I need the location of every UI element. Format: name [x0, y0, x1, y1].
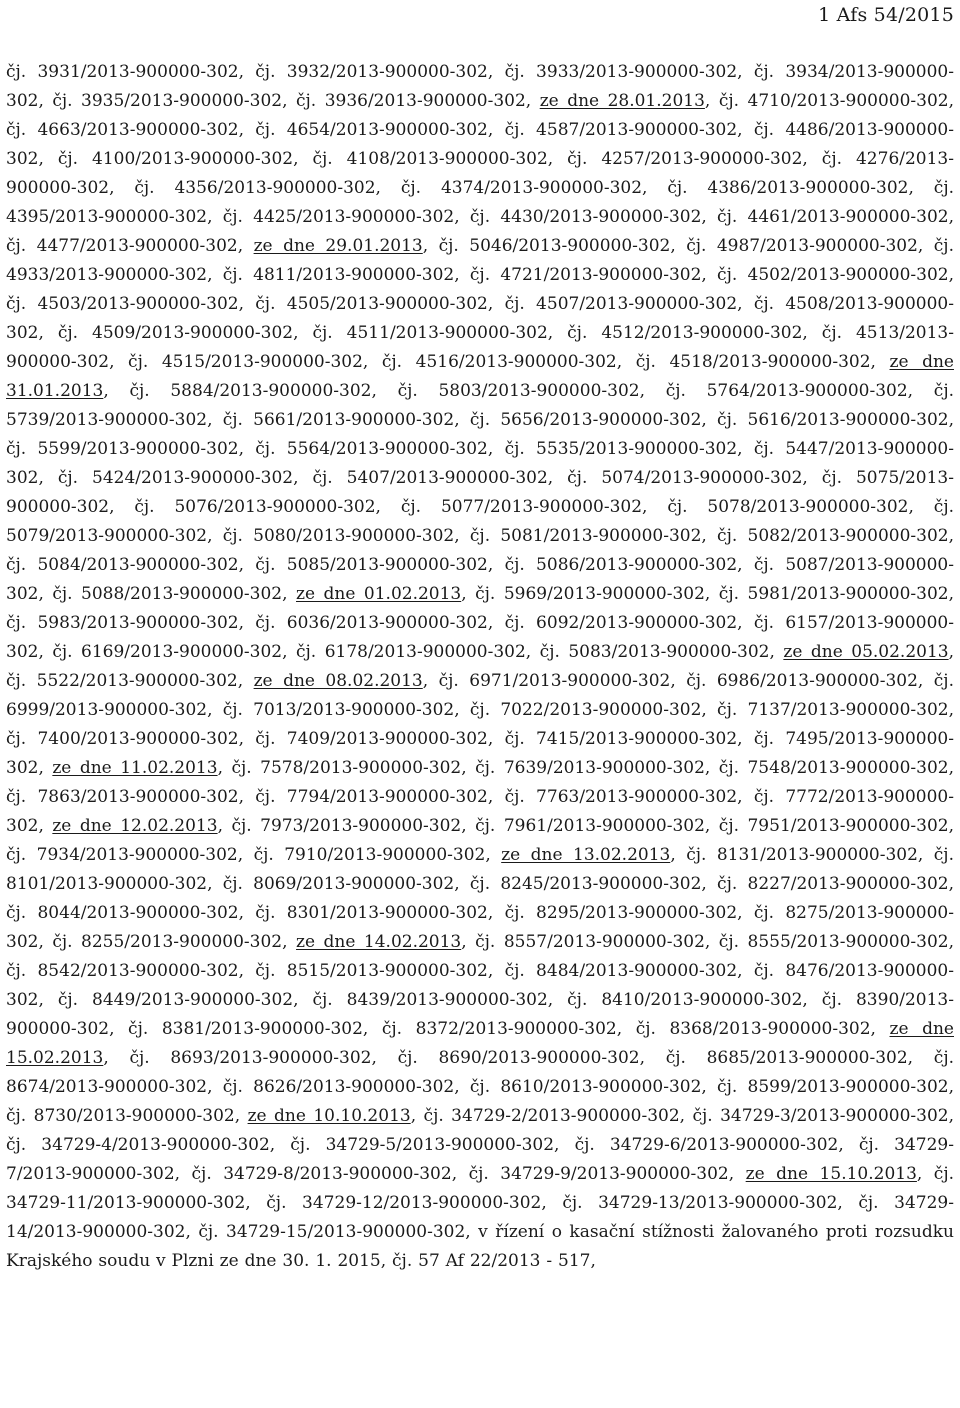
date-reference: ze dne 10.10.2013: [247, 1106, 411, 1126]
date-reference: ze dne 08.02.2013: [253, 671, 423, 691]
date-reference: ze dne 29.01.2013: [253, 236, 423, 256]
date-reference: ze dne 12.02.2013: [52, 816, 218, 836]
date-reference: ze dne 15.10.2013: [745, 1164, 917, 1184]
paragraph-segment: , čj. 5884/2013-900000-302, čj. 5803/2013-900000-302, čj. 5764/2013-900000-302, čj. 5739/2013-900000-302, čj. 5661/2013-900000-302, čj. 5656/2013-900000-302, čj. 5616/2013-900000-302, čj. 5599/2013-900000-302, čj. 5564/2013-900000-302, čj. 5535/2013-900000-302, čj. 5447/2013-900000-302, čj. 5424/2013-900000-302, čj. 5407/2013-900000-302, čj. 5074/2013-900000-302, čj. 5075/2013-900000-302, čj. 5076/2013-900000-302, čj. 5077/2013-900000-302, čj. 5078/2013-900000-302, čj. 5079/2013-900000-302, čj. 5080/2013-900000-302, čj. 5081/2013-900000-302, čj. 5082/2013-900000-302, čj. 5084/2013-900000-302, čj. 5085/2013-900000-302, čj. 5086/2013-900000-302, čj. 5087/2013-900000-302, čj. 5088/2013-900000-302,: [6, 381, 954, 604]
paragraph-segment: čj. 3931/2013-900000-302, čj. 3932/2013-900000-302, čj. 3933/2013-900000-302, čj. 3934/2013-900000-302, čj. 3935/2013-900000-302, čj. 3936/2013-900000-302,: [6, 62, 954, 111]
paragraph-segment: , čj. 8693/2013-900000-302, čj. 8690/2013-900000-302, čj. 8685/2013-900000-302, čj. 8674/2013-900000-302, čj. 8626/2013-900000-302, čj. 8610/2013-900000-302, čj. 8599/2013-900000-302, čj. 8730/2013-900000-302,: [6, 1048, 954, 1126]
page-header-case-number: 1 Afs 54/2015: [818, 4, 954, 26]
date-reference: ze dne 11.02.2013: [52, 758, 218, 778]
date-reference: ze dne 05.02.2013: [783, 642, 949, 662]
paragraph-segment: , čj. 5969/2013-900000-302, čj. 5981/2013-900000-302, čj. 5983/2013-900000-302, čj. 6036/2013-900000-302, čj. 6092/2013-900000-302, čj. 6157/2013-900000-302, čj. 6169/2013-900000-302, čj. 6178/2013-900000-302, čj. 5083/2013-900000-302,: [6, 584, 954, 662]
paragraph-segment: , čj. 6971/2013-900000-302, čj. 6986/2013-900000-302, čj. 6999/2013-900000-302, čj. 7013/2013-900000-302, čj. 7022/2013-900000-302, čj. 7137/2013-900000-302, čj. 7400/2013-900000-302, čj. 7409/2013-900000-302, čj. 7415/2013-900000-302, čj. 7495/2013-900000-302,: [6, 671, 954, 778]
paragraph-segment: , čj. 7973/2013-900000-302, čj. 7961/2013-900000-302, čj. 7951/2013-900000-302, čj. 7934/2013-900000-302, čj. 7910/2013-900000-302,: [6, 816, 954, 865]
date-reference: ze dne 28.01.2013: [539, 91, 705, 111]
paragraph-segment: , čj. 34729-11/2013-900000-302, čj. 34729-12/2013-900000-302, čj. 34729-13/2013-900000-302, čj. 34729-14/2013-900000-302, čj. 34729-15/2013-900000-302, v řízení o kasační stížnosti žalovaného proti rozsudku Krajského soudu v Plzni ze dne 30. 1. 2015, čj. 57 Af 22/2013 - 517,: [6, 1164, 955, 1271]
date-reference: ze dne 13.02.2013: [501, 845, 671, 865]
date-reference: ze dne 31.01.2013: [6, 352, 954, 401]
date-reference: ze dne 01.02.2013: [296, 584, 462, 604]
paragraph-segment: , čj. 34729-2/2013-900000-302, čj. 34729-3/2013-900000-302, čj. 34729-4/2013-900000-302, čj. 34729-5/2013-900000-302, čj. 34729-6/2013-900000-302, čj. 34729-7/2013-900000-302, čj. 34729-8/2013-900000-302, čj. 34729-9/2013-900000-302,: [6, 1106, 954, 1184]
date-reference: ze dne 15.02.2013: [6, 1019, 954, 1068]
paragraph-segment: , čj. 7578/2013-900000-302, čj. 7639/2013-900000-302, čj. 7548/2013-900000-302, čj. 7863/2013-900000-302, čj. 7794/2013-900000-302, čj. 7763/2013-900000-302, čj. 7772/2013-900000-302,: [6, 758, 954, 836]
paragraph-segment: , čj. 8131/2013-900000-302, čj. 8101/2013-900000-302, čj. 8069/2013-900000-302, čj. 8245/2013-900000-302, čj. 8227/2013-900000-302, čj. 8044/2013-900000-302, čj. 8301/2013-900000-302, čj. 8295/2013-900000-302, čj. 8275/2013-900000-302, čj. 8255/2013-900000-302,: [6, 845, 954, 952]
paragraph-segment: , čj. 5522/2013-900000-302,: [6, 642, 954, 691]
paragraph-segment: , čj. 5046/2013-900000-302, čj. 4987/2013-900000-302, čj. 4933/2013-900000-302, čj. 4811/2013-900000-302, čj. 4721/2013-900000-302, čj. 4502/2013-900000-302, čj. 4503/2013-900000-302, čj. 4505/2013-900000-302, čj. 4507/2013-900000-302, čj. 4508/2013-900000-302, čj. 4509/2013-900000-302, čj. 4511/2013-900000-302, čj. 4512/2013-900000-302, čj. 4513/2013-900000-302, čj. 4515/2013-900000-302, čj. 4516/2013-900000-302, čj. 4518/2013-900000-302,: [6, 236, 954, 372]
date-reference: ze dne 14.02.2013: [296, 932, 462, 952]
paragraph-segment: , čj. 4710/2013-900000-302, čj. 4663/2013-900000-302, čj. 4654/2013-900000-302, čj. 4587/2013-900000-302, čj. 4486/2013-900000-302, čj. 4100/2013-900000-302, čj. 4108/2013-900000-302, čj. 4257/2013-900000-302, čj. 4276/2013-900000-302, čj. 4356/2013-900000-302, čj. 4374/2013-900000-302, čj. 4386/2013-900000-302, čj. 4395/2013-900000-302, čj. 4425/2013-900000-302, čj. 4430/2013-900000-302, čj. 4461/2013-900000-302, čj. 4477/2013-900000-302,: [6, 91, 954, 256]
paragraph-segment: , čj. 8557/2013-900000-302, čj. 8555/2013-900000-302, čj. 8542/2013-900000-302, čj. 8515/2013-900000-302, čj. 8484/2013-900000-302, čj. 8476/2013-900000-302, čj. 8449/2013-900000-302, čj. 8439/2013-900000-302, čj. 8410/2013-900000-302, čj. 8390/2013-900000-302, čj. 8381/2013-900000-302, čj. 8372/2013-900000-302, čj. 8368/2013-900000-302,: [6, 932, 954, 1039]
document-paragraph: [6, 58, 954, 1276]
